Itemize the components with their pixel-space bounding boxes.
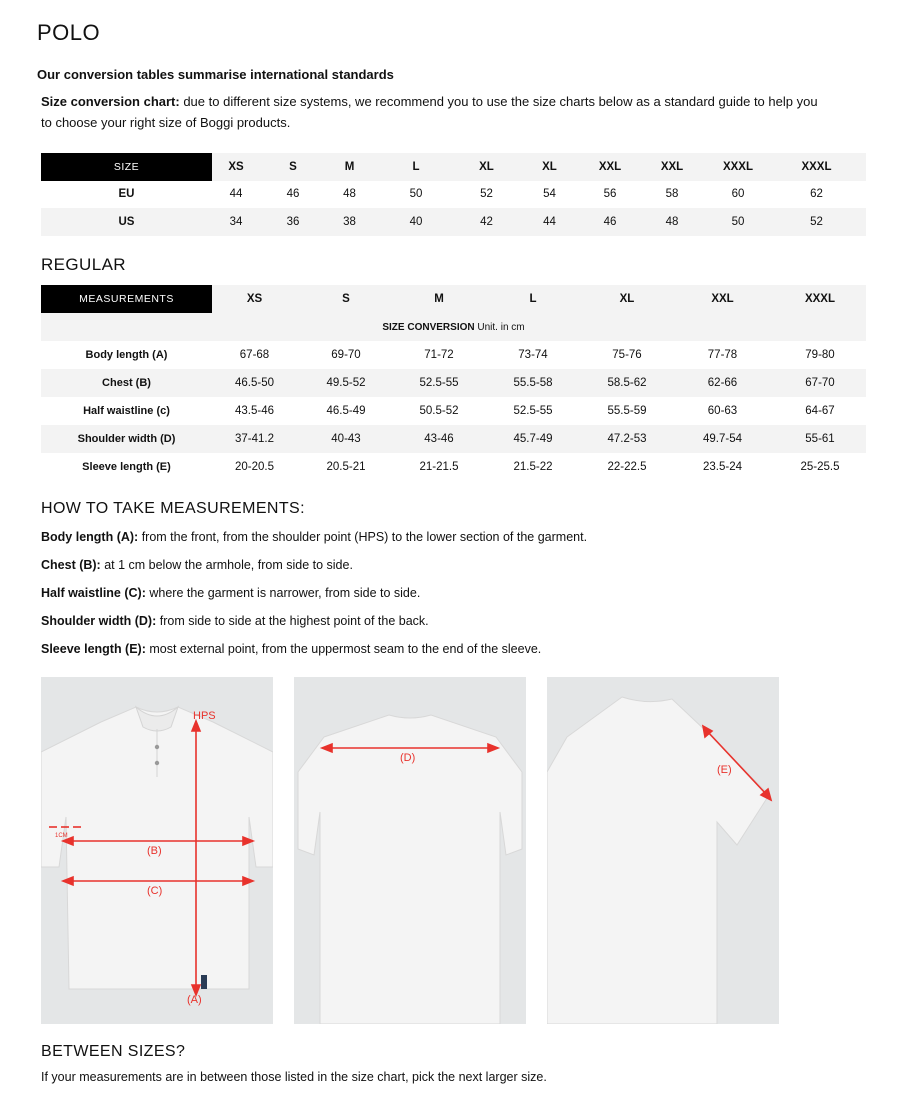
table-cell: 46 <box>585 208 635 236</box>
table-cell: 55.5-59 <box>607 405 647 417</box>
table-cell: 49.5-52 <box>297 369 395 397</box>
size-col-header: XS <box>212 285 297 313</box>
size-col-header: XL <box>459 153 514 181</box>
table-cell: 60 <box>731 188 745 201</box>
row-label: Half waistline (c) <box>83 405 170 417</box>
how-item-label: Half waistline (C): <box>41 586 146 600</box>
table-cell: 21.5-22 <box>513 461 553 473</box>
table-cell: 77-78 <box>707 349 738 361</box>
size-col-header: XL <box>514 153 585 181</box>
polo-back-illustration <box>294 677 526 1024</box>
table-cell: 47.2-53 <box>583 425 671 453</box>
measurements-header-label: MEASUREMENTS <box>41 285 212 313</box>
how-item-chest <box>41 558 353 572</box>
table-cell: 71-72 <box>424 349 454 361</box>
table-cell: 48 <box>343 188 356 201</box>
size-conversion-label: SIZE CONVERSION <box>382 321 475 333</box>
size-col-header: S <box>260 153 326 181</box>
table-cell: 52.5-55 <box>513 405 553 417</box>
how-item-label: Body length (A): <box>41 530 139 544</box>
table-cell: 52.5-55 <box>395 369 483 397</box>
hps-label: HPS <box>193 710 216 722</box>
polo-back-diagram <box>294 677 526 1024</box>
row-label: EU <box>118 188 135 201</box>
table-cell: 67-68 <box>239 349 270 361</box>
table-cell: 36 <box>260 208 326 236</box>
table-row <box>41 208 866 236</box>
table-cell: 45.7-49 <box>483 425 583 453</box>
table-cell: 38 <box>326 208 373 236</box>
how-item-text: from the front, from the shoulder point (HPS) to the lower section of the garment. <box>138 530 588 544</box>
table-cell: 46.5-50 <box>212 369 297 397</box>
size-col-header: S <box>297 285 395 313</box>
table-cell: 34 <box>212 208 260 236</box>
table-row <box>41 341 866 369</box>
polo-side-diagram <box>547 677 779 1024</box>
how-to-measure-title: HOW TO TAKE MEASUREMENTS: <box>41 500 305 517</box>
table-cell: 21-21.5 <box>419 461 459 473</box>
how-item-text: from side to side at the highest point of the back. <box>156 614 429 628</box>
chest-b-label: (B) <box>147 845 162 857</box>
size-col-header: XXXL <box>767 153 866 181</box>
how-item-body-length <box>41 530 587 544</box>
table-cell: 42 <box>459 208 514 236</box>
table-cell: 64-67 <box>805 405 835 417</box>
table-cell: 43-46 <box>395 425 483 453</box>
size-col-header: L <box>483 285 583 313</box>
regular-section-title: REGULAR <box>41 255 126 274</box>
table-cell: 40 <box>373 208 459 236</box>
how-item-text: at 1 cm below the armhole, from side to side. <box>100 558 353 572</box>
table-row <box>41 397 866 425</box>
size-col-header: XL <box>583 285 671 313</box>
table-cell: 62 <box>810 188 823 201</box>
table-cell: 50 <box>709 208 767 236</box>
page-title: POLO <box>37 20 101 45</box>
size-conversion-table <box>41 153 866 236</box>
polo-front-illustration <box>41 677 273 1024</box>
table-cell: 55.5-58 <box>483 369 583 397</box>
table-cell: 79-80 <box>805 349 835 361</box>
size-col-header: XXXL <box>709 153 767 181</box>
between-sizes-title: BETWEEN SIZES? <box>41 1043 186 1060</box>
size-col-header: XXXL <box>774 285 866 313</box>
table-cell: 58 <box>665 188 679 201</box>
size-conversion-note <box>41 313 866 341</box>
how-item-label: Chest (B): <box>41 558 101 572</box>
table-cell: 40-43 <box>297 425 395 453</box>
row-label: Sleeve length (E) <box>82 461 171 473</box>
table-row <box>41 453 866 481</box>
table-cell: 75-76 <box>612 349 642 361</box>
table-cell: 22-22.5 <box>607 461 647 473</box>
table-cell: 20-20.5 <box>234 461 274 473</box>
size-col-header: XS <box>212 153 260 181</box>
row-label: Chest (B) <box>41 369 212 397</box>
table-cell: 58.5-62 <box>583 369 671 397</box>
row-label: Shoulder width (D) <box>41 425 212 453</box>
measurements-table <box>41 285 866 481</box>
table-cell: 37-41.2 <box>212 425 297 453</box>
how-item-half-waistline <box>41 586 420 600</box>
table-cell: 49.7-54 <box>671 425 774 453</box>
table-cell: 48 <box>635 208 709 236</box>
size-col-header: XXL <box>635 153 709 181</box>
row-label: US <box>41 208 212 236</box>
size-conversion-row <box>41 313 866 341</box>
table-cell: 54 <box>543 188 556 201</box>
table-cell: 69-70 <box>331 349 361 361</box>
table-cell: 46 <box>286 188 300 201</box>
measurements-table-header <box>41 285 866 313</box>
table-cell: 44 <box>229 188 243 201</box>
table-cell: 62-66 <box>671 369 774 397</box>
how-item-text: most external point, from the uppermost seam to the end of the sleeve. <box>145 642 542 656</box>
table-cell: 67-70 <box>774 369 866 397</box>
description-label: Size conversion chart: <box>41 94 180 109</box>
description-text: due to different size systems, we recommend you to use the size charts below as a standard guide to help you to choose your right size of Boggi products. <box>41 94 818 130</box>
table-cell: 23.5-24 <box>702 461 742 473</box>
table-cell: 50.5-52 <box>419 405 459 417</box>
table-row <box>41 181 866 209</box>
sleeve-e-label: (E) <box>717 764 732 776</box>
row-label: Body length (A) <box>85 349 168 361</box>
body-length-a-label: (A) <box>187 994 202 1006</box>
how-item-label: Shoulder width (D): <box>41 614 157 628</box>
size-col-header: L <box>373 153 459 181</box>
table-cell: 46.5-49 <box>326 405 366 417</box>
table-cell: 20.5-21 <box>326 461 366 473</box>
shoulder-d-label: (D) <box>400 752 416 764</box>
table-cell: 25-25.5 <box>800 461 840 473</box>
table-row <box>41 369 866 397</box>
size-col-header: XXL <box>671 285 774 313</box>
table-cell: 50 <box>409 188 423 201</box>
table-cell: 52 <box>767 208 866 236</box>
how-item-shoulder-width <box>41 614 429 628</box>
waist-c-label: (C) <box>147 885 163 897</box>
table-cell: 43.5-46 <box>234 405 274 417</box>
between-sizes-text: If your measurements are in between those listed in the size chart, pick the next larger size. <box>41 1070 547 1084</box>
unit-label: Unit. in cm <box>474 321 525 333</box>
size-col-header: XXL <box>585 153 635 181</box>
table-cell: 55-61 <box>774 425 866 453</box>
table-cell: 44 <box>514 208 585 236</box>
size-col-header: M <box>395 285 483 313</box>
how-item-sleeve-length <box>41 642 541 656</box>
one-cm-label: 1CM <box>55 833 68 839</box>
table-cell: 73-74 <box>518 349 548 361</box>
polo-front-diagram <box>41 677 273 1024</box>
table-row <box>41 425 866 453</box>
polo-side-illustration <box>547 677 779 1024</box>
size-col-header: M <box>326 153 373 181</box>
table-cell: 60-63 <box>707 405 738 417</box>
how-item-label: Sleeve length (E): <box>41 642 146 656</box>
table-cell: 56 <box>603 188 617 201</box>
description <box>41 91 821 133</box>
how-item-text: where the garment is narrower, from side to side. <box>145 586 421 600</box>
table-cell: 52 <box>480 188 493 201</box>
size-header-label: SIZE <box>41 153 212 181</box>
intro-text: Our conversion tables summarise international standards <box>37 67 394 82</box>
size-table-header <box>41 153 866 181</box>
